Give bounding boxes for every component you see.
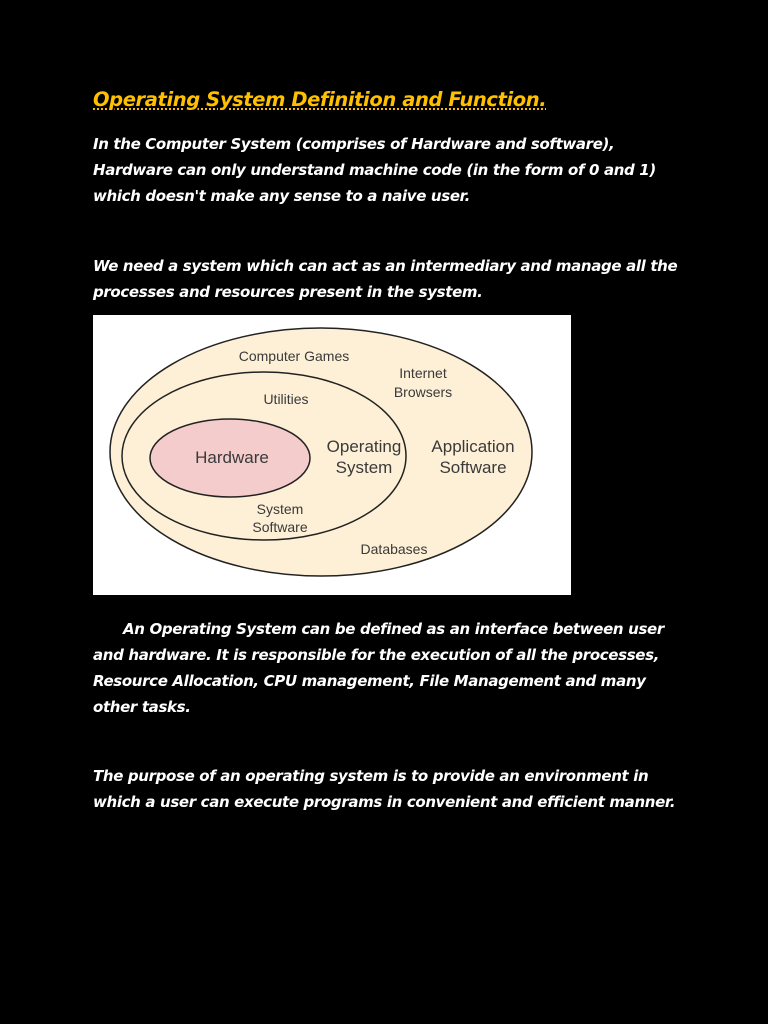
need-paragraph: We need a system which can act as an intermediary and manage all the processes and resources present in the system. [93,257,678,301]
page-title: Operating System Definition and Function. [93,88,547,111]
label-databases: Databases [360,541,428,557]
label-software: Software [439,458,507,477]
label-system-software-2: Software [252,519,308,535]
definition-text: An Operating System can be defined as an interface between user and hardware. It is responsible for the execution of all the processes, Resource Allocation, CPU management, File Management and many other tasks. [93,620,664,716]
label-hardware: Hardware [195,448,269,467]
label-computer-games: Computer Games [238,348,350,364]
purpose-paragraph: The purpose of an operating system is to provide an environment in which a user can execute programs in convenient and efficient manner. [93,767,676,811]
label-internet: Internet [399,365,447,381]
label-utilities: Utilities [263,391,309,407]
definition-paragraph [93,616,693,720]
label-operating: Operating [326,437,402,456]
label-system: System [335,458,393,477]
label-application: Application [431,437,515,456]
label-browsers: Browsers [393,384,453,400]
intro-paragraph: In the Computer System (comprises of Hardware and software), Hardware can only understand machine code (in the form of 0 and 1) which doesn't make any sense to a naive user. [93,135,656,205]
label-system-software-1: System [256,501,304,517]
os-layers-diagram [93,315,571,595]
os-layers-svg [93,315,571,595]
